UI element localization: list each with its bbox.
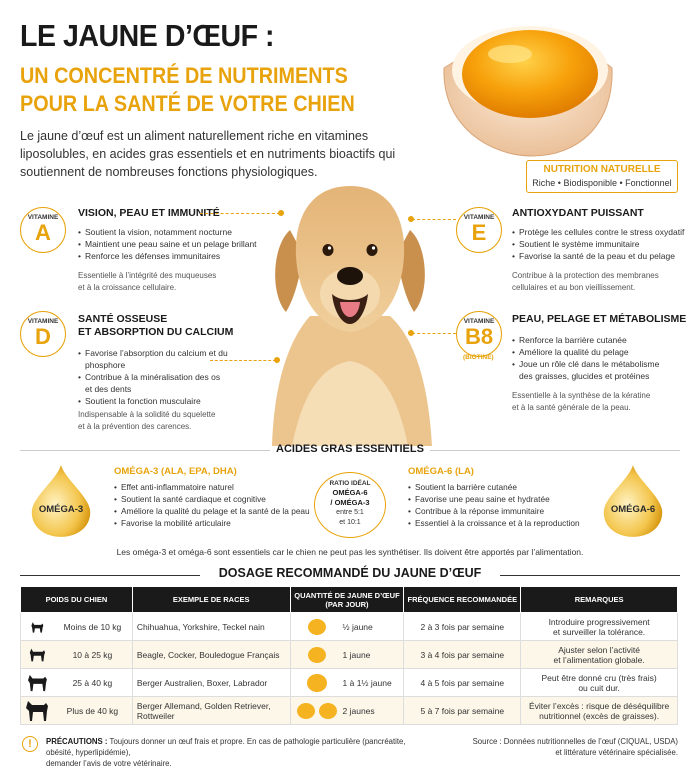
list-item: • Soutient le système immunitaire xyxy=(512,238,692,250)
header-weight: POIDS DU CHIEN xyxy=(21,587,133,613)
cell-remarks xyxy=(521,669,678,697)
intro-paragraph: Le jaune d’œuf est un aliment naturellement riche en vitamines liposolubles, en acides gras essentiels et en nutriments bioactifs qui soutiennent de nombreuses fonctions physiologiques. xyxy=(20,129,396,179)
list-item: • Contribue à la minéralisation des os et des dents xyxy=(78,371,228,395)
yolk-icon xyxy=(318,702,338,720)
vitamin-a-badge-letter: A xyxy=(35,220,51,245)
header-quantity xyxy=(290,587,404,613)
omega-3-list xyxy=(114,481,314,529)
ratio-line-3: entre 5:1 xyxy=(336,509,364,516)
list-item: • Soutient la vision, notamment nocturne xyxy=(78,226,268,238)
quantity-value: 1 à 1½ jaune xyxy=(342,677,392,688)
vitamin-b8-note-line-1: Essentielle à la synthèse de la kératine xyxy=(512,391,651,400)
ratio-circle xyxy=(314,472,386,538)
omega-3-drop-label: OMÉGA-3 xyxy=(38,504,84,515)
yolk-icon xyxy=(296,702,316,720)
vitamin-a-note-line-2: et à la croissance cellulaire. xyxy=(78,282,177,292)
remark-line-1: Peut être donné cru (très frais) xyxy=(541,672,657,683)
cell-breeds: Chihuahua, Yorkshire, Teckel nain xyxy=(132,613,290,641)
precautions-label: PRÉCAUTIONS : xyxy=(46,737,108,746)
list-item: • Essentiel à la croissance et à la reproduction xyxy=(408,517,598,529)
cell-remarks xyxy=(521,641,678,669)
vitamin-e-badge-label: VITAMINE xyxy=(463,214,495,221)
quantity-value: ½ jaune xyxy=(342,621,373,632)
ratio-line-1: OMÉGA-6 xyxy=(332,488,368,497)
source-line-1: Source : Données nutritionnelles de l’œuf (CIQUAL, USDA) xyxy=(472,737,678,746)
vitamin-d-note-line-1: Indispensable à la solidité du squelette xyxy=(78,410,216,419)
list-item: • Soutient la barrière cutanée xyxy=(408,481,598,493)
header-frequency: FRÉQUENCE RECOMMANDÉE xyxy=(404,587,521,613)
table-row xyxy=(21,641,678,669)
fatty-acids-note: Les oméga-3 et oméga-6 sont essentiels car le chien ne peut pas les synthétiser. Ils doivent être apportés par l’alimentation. xyxy=(116,547,584,557)
vitamin-b8-badge-label: VITAMINE xyxy=(463,318,495,325)
vitamin-a-note xyxy=(78,270,216,293)
list-item: • Joue un rôle clé dans le métabolisme des graisses, glucides et protéines xyxy=(512,358,672,382)
remark-line-2: et surveiller la tolérance. xyxy=(553,626,646,637)
weight-value: 25 à 40 kg xyxy=(72,677,113,688)
yolk-icon xyxy=(306,673,328,693)
vitamin-b8-badge-sub: (BIOTINE) xyxy=(463,354,494,361)
medium-dog-icon xyxy=(25,647,49,663)
remark-line-1: Éviter l’excès : risque de déséquilibre xyxy=(528,700,670,711)
table-row xyxy=(21,697,678,725)
source-note xyxy=(458,736,678,758)
fatty-acids-title: ACIDES GRAS ESSENTIELS xyxy=(276,443,424,455)
vitamin-e-note-line-2: cellulaires et au bon vieillissement. xyxy=(512,282,636,292)
vitamin-d-note xyxy=(78,409,215,432)
list-item: • Effet anti-inflammatoire naturel xyxy=(114,481,314,493)
giant-dog-icon xyxy=(25,701,49,721)
half-yolk-icon xyxy=(307,618,327,636)
vitamin-b8-title: PEAU, PELAGE ET MÉTABOLISME xyxy=(512,313,687,325)
vitamin-d-title-line-1: SANTÉ OSSEUSE xyxy=(78,313,168,325)
vitamin-e-badge xyxy=(456,207,502,253)
natural-nutrition-box xyxy=(526,160,678,193)
header-remarks: REMARQUES xyxy=(521,587,678,613)
header-quantity-line-1: QUANTITÉ DE JAUNE D’ŒUF xyxy=(294,590,400,600)
cell-breeds xyxy=(132,697,290,725)
vitamin-d-badge xyxy=(20,311,66,357)
list-item: • Favorise une peau saine et hydratée xyxy=(408,493,598,505)
precautions-text-2: demander l’avis de votre vétérinaire. xyxy=(46,759,172,768)
vitamin-b8-dot xyxy=(408,330,414,336)
cell-remarks xyxy=(521,613,678,641)
cell-weight xyxy=(21,613,133,641)
vitamin-d-badge-label: VITAMINE xyxy=(27,318,59,325)
cell-quantity xyxy=(290,613,404,641)
omega-6-title: OMÉGA-6 (LA) xyxy=(408,466,474,477)
precautions-note xyxy=(46,736,426,768)
weight-value: Plus de 40 kg xyxy=(66,705,119,716)
vitamin-b8-note xyxy=(512,390,650,413)
vitamin-e-title: ANTIOXYDANT PUISSANT xyxy=(512,207,644,219)
subtitle-line-1: UN CONCENTRÉ DE NUTRIMENTS xyxy=(20,63,348,88)
omega-6-list xyxy=(408,481,598,529)
small-dog-icon xyxy=(25,620,49,634)
remark-line-1: Introduire progressivement xyxy=(548,616,650,627)
list-item: • Améliore la qualité du pelage et la santé de la peau xyxy=(114,505,314,517)
cell-breeds: Beagle, Cocker, Bouledogue Français xyxy=(132,641,290,669)
list-item: • Protège les cellules contre le stress oxydatif xyxy=(512,226,692,238)
vitamin-a-title: VISION, PEAU ET IMMUNITÉ xyxy=(78,207,220,219)
cell-weight xyxy=(21,697,133,725)
omega-3-title: OMÉGA-3 (ALA, EPA, DHA) xyxy=(114,466,237,477)
vitamin-e-connector xyxy=(412,219,456,220)
dosage-table xyxy=(20,586,678,725)
vitamin-b8-note-line-2: et à la santé générale de la peau. xyxy=(512,402,631,412)
vitamin-e-dot xyxy=(408,216,414,222)
remark-line-2: ou cuit dur. xyxy=(578,682,620,693)
vitamin-a-dot xyxy=(278,210,284,216)
list-item: • Maintient une peau saine et un pelage brillant xyxy=(78,238,268,250)
list-item: • Favorise l’absorption du calcium et du phosphore xyxy=(78,347,228,371)
cell-frequency: 4 à 5 fois par semaine xyxy=(404,669,521,697)
cell-weight xyxy=(21,641,133,669)
omega-6-drop-label: OMÉGA-6 xyxy=(610,504,656,515)
large-dog-icon xyxy=(25,674,49,692)
precautions-text-1: Toujours donner un œuf frais et propre. En cas de pathologie particulière (pancréatite, obésité, hyperlipidémie), xyxy=(46,737,406,757)
warning-icon: ! xyxy=(22,736,38,752)
cell-frequency: 5 à 7 fois par semaine xyxy=(404,697,521,725)
cell-breeds: Berger Australien, Boxer, Labrador xyxy=(132,669,290,697)
vitamin-d-title-line-2: ET ABSORPTION DU CALCIUM xyxy=(78,326,234,338)
list-item: • Favorise la santé de la peau et du pelage xyxy=(512,250,692,262)
vitamin-a-connector xyxy=(200,213,280,214)
natural-nutrition-subtitle: Riche • Biodisponible • Fonctionnel xyxy=(532,178,672,188)
cell-remarks xyxy=(521,697,678,725)
quantity-value: 1 jaune xyxy=(342,649,371,660)
list-item: • Renforce les défenses immunitaires xyxy=(78,250,268,262)
page-subtitle xyxy=(20,62,355,118)
quantity-value: 2 jaunes xyxy=(342,705,375,716)
weight-value: Moins de 10 kg xyxy=(63,621,122,632)
vitamin-a-list xyxy=(78,226,268,262)
cell-frequency: 2 à 3 fois par semaine xyxy=(404,613,521,641)
cell-quantity xyxy=(290,697,404,725)
list-item: • Améliore la qualité du pelage xyxy=(512,346,672,358)
breeds-line-2: Rottweiler xyxy=(136,710,175,721)
vitamin-b8-badge xyxy=(456,311,502,357)
vitamin-b8-connector xyxy=(412,333,456,334)
header-quantity-line-2: (PAR JOUR) xyxy=(325,599,369,609)
dosage-title: DOSAGE RECOMMANDÉ DU JAUNE D’ŒUF xyxy=(218,566,482,580)
vitamin-e-note-line-1: Contribue à la protection des membranes xyxy=(512,271,659,280)
vitamin-d-list xyxy=(78,347,228,407)
source-line-2: et littérature vétérinaire spécialisée. xyxy=(555,748,678,757)
cell-quantity xyxy=(290,641,404,669)
egg-yolk-image xyxy=(432,8,622,158)
cell-weight xyxy=(21,669,133,697)
remark-line-1: Ajuster selon l’activité xyxy=(558,644,640,655)
remark-line-2: et l’alimentation globale. xyxy=(553,654,645,665)
ratio-line-2: / OMÉGA-3 xyxy=(330,498,370,507)
ratio-line-4: et 10:1 xyxy=(339,519,361,526)
list-item: • Renforce la barrière cutanée xyxy=(512,334,672,346)
page-title: LE JAUNE D’ŒUF : xyxy=(20,18,275,53)
cell-frequency: 3 à 4 fois par semaine xyxy=(404,641,521,669)
vitamin-a-badge xyxy=(20,207,66,253)
table-header-row xyxy=(21,587,678,613)
vitamin-b8-badge-letter: B8 xyxy=(464,324,494,349)
vitamin-d-badge-letter: D xyxy=(35,324,51,349)
list-item: • Favorise la mobilité articulaire xyxy=(114,517,314,529)
list-item: • Soutient la santé cardiaque et cognitive xyxy=(114,493,314,505)
vitamin-e-note xyxy=(512,270,659,293)
omega-3-drop-icon xyxy=(28,462,94,540)
vitamin-a-note-line-1: Essentielle à l’intégrité des muqueuses xyxy=(78,271,217,280)
vitamin-d-dot xyxy=(274,357,280,363)
header-breeds: EXEMPLE DE RACES xyxy=(132,587,290,613)
natural-nutrition-title: NUTRITION NATURELLE xyxy=(543,164,661,175)
table-row xyxy=(21,613,678,641)
list-item: • Soutient la fonction musculaire xyxy=(78,395,228,407)
weight-value: 10 à 25 kg xyxy=(72,649,113,660)
vitamin-d-title xyxy=(78,313,233,339)
vitamin-e-badge-letter: E xyxy=(471,220,487,245)
subtitle-line-2: POUR LA SANTÉ DE VOTRE CHIEN xyxy=(20,91,355,116)
list-item: • Contribue à la réponse immunitaire xyxy=(408,505,598,517)
yolk-icon xyxy=(307,646,327,664)
remark-line-2: nutritionnel (excès de graisses). xyxy=(539,710,660,721)
ratio-label: RATIO IDÉAL xyxy=(329,480,371,487)
vitamin-e-list xyxy=(512,226,692,262)
omega-6-drop-icon xyxy=(600,462,666,540)
vitamin-d-note-line-2: et à la prévention des carences. xyxy=(78,421,192,431)
vitamin-a-badge-label: VITAMINE xyxy=(27,214,59,221)
cell-quantity xyxy=(290,669,404,697)
vitamin-b8-list xyxy=(512,334,672,382)
breeds-line-1: Berger Allemand, Golden Retriever, xyxy=(136,700,271,711)
table-row xyxy=(21,669,678,697)
